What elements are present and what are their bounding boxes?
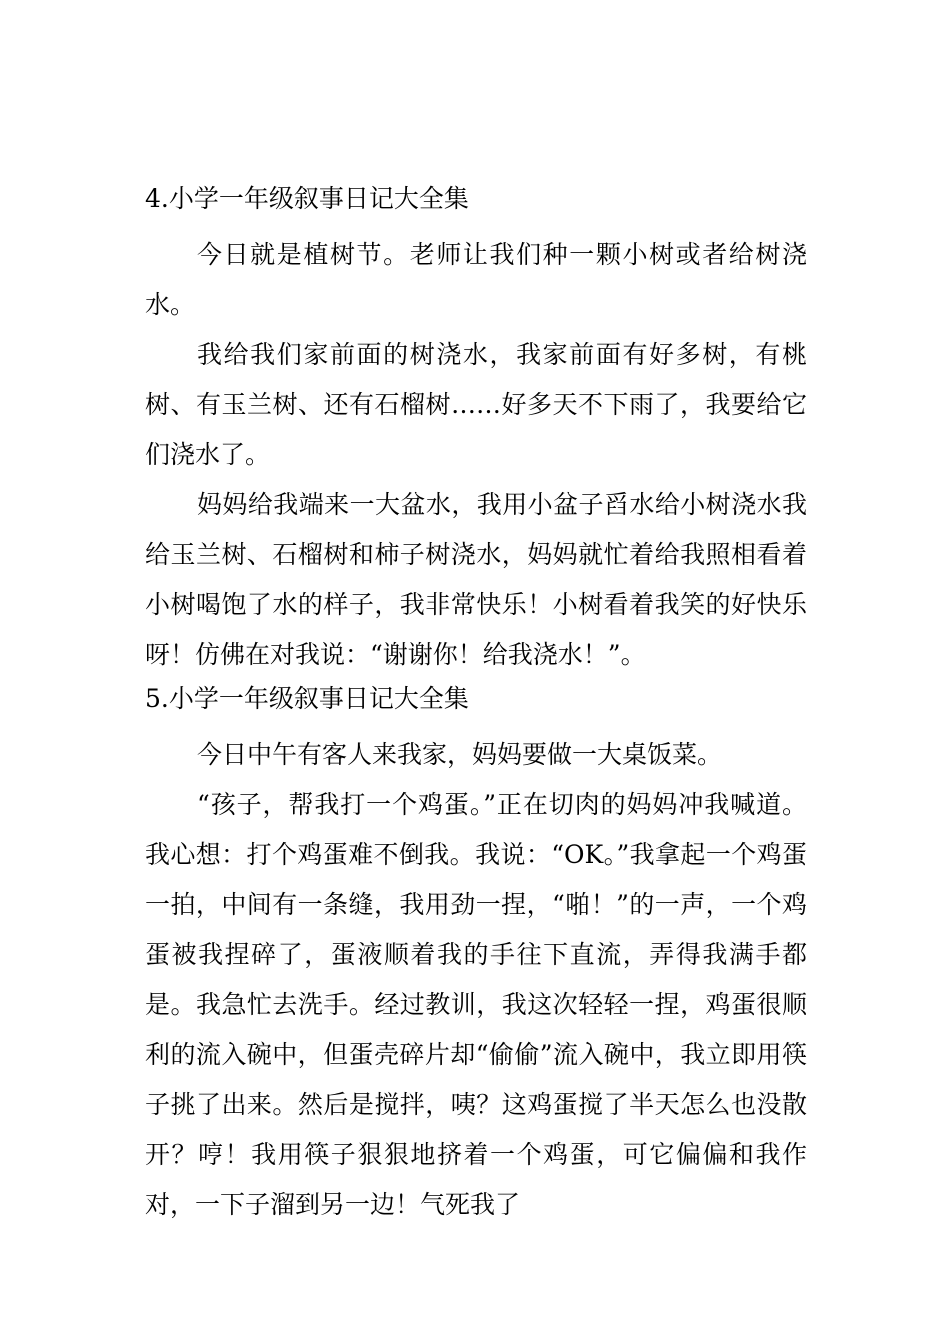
diary-section-5 <box>145 680 807 1230</box>
paragraph: 今日就是植树节。老师让我们种一颗小树或者给树浇水。 <box>145 240 807 319</box>
document-page <box>145 180 807 1230</box>
paragraph: 今日中午有客人来我家，妈妈要做一大桌饭菜。 <box>197 740 723 769</box>
section-title: 4.小学一年级叙事日记大全集 <box>145 184 469 213</box>
paragraph: 我给我们家前面的树浇水，我家前面有好多树，有桃树、有玉兰树、还有石榴树……好多天不下雨了，我要给它们浇水了。 <box>145 340 807 469</box>
section-title: 5.小学一年级叙事日记大全集 <box>145 684 469 713</box>
paragraph: 妈妈给我端来一大盆水，我用小盆子舀水给小树浇水我给玉兰树、石榴树和柿子树浇水，妈妈就忙着给我照相看着小树喝饱了水的样子，我非常快乐！小树看着我笑的好快乐呀！仿佛在对我说：“谢谢你！给我浇水！”。 <box>145 490 807 669</box>
diary-section-4 <box>145 180 807 680</box>
paragraph: “孩子，帮我打一个鸡蛋。”正在切肉的妈妈冲我喊道。我心想：打个鸡蛋难不倒我。我说：“OK。”我拿起一个鸡蛋一拍，中间有一条缝，我用劲一捏，“啪！”的一声，一个鸡蛋被我捏碎了，蛋液顺着我的手往下直流，弄得我满手都是。我急忙去洗手。经过教训，我这次轻轻一捏，鸡蛋很顺利的流入碗中，但蛋壳碎片却“偷偷”流入碗中，我立即用筷子挑了出来。然后是搅拌，咦？这鸡蛋搅了半天怎么也没散开？哼！我用筷子狠狠地挤着一个鸡蛋，可它偏偏和我作对，一下子溜到另一边！气死我了 <box>145 790 807 1219</box>
